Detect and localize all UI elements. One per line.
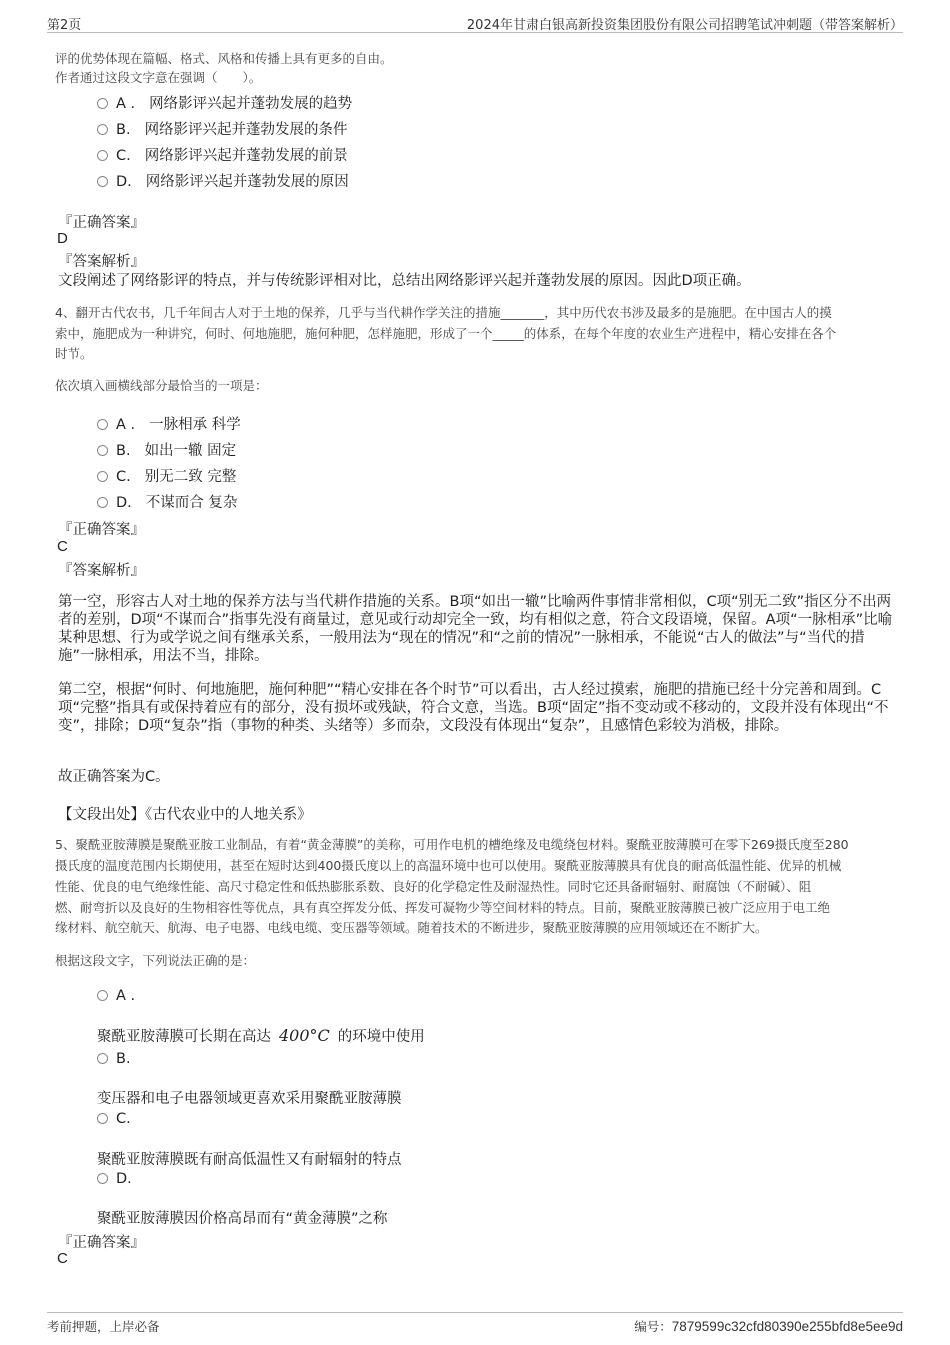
q4-option-a[interactable] xyxy=(97,413,241,434)
option-text: 不谋而合 复杂 xyxy=(145,495,238,511)
q4-prompt: 依次填入画横线部分最恰当的一项是： xyxy=(55,378,268,393)
option-text: 如出一辙 固定 xyxy=(144,443,237,459)
footer-note: 考前押题，上岸必备 xyxy=(47,1319,160,1334)
q4-analysis-paragraph-2: 第二空，根据“何时、何地施肥，施何种肥”“精心安排在各个时节”可以看出，古人经过摸索，施肥的措施已经十分完善和周到。C项“完整”指具有或保持着应有的部分，没有损坏或残缺，符合文意，当选。B项“固定”指不变动或不移动的，文段并没有体现出“不变”，排除；D项“复杂”指（事物的种类、头绪等）多而杂，文段没有体现出“复杂”，且感情色彩较为消极，排除。 xyxy=(58,682,889,734)
option-letter: A . xyxy=(116,417,136,433)
radio-icon[interactable] xyxy=(97,1113,108,1124)
q5-option-d[interactable] xyxy=(97,1171,146,1187)
radio-icon[interactable] xyxy=(97,990,108,1001)
q5-stem-line: 缘材料、航空航天、航海、电子电器、电线电缆、变压器等领域。随着技术的不断进步，聚酰亚胺薄膜的应用领域还在不断扩大。 xyxy=(55,920,768,935)
q4-analysis-paragraph-1: 第一空，形容古人对土地的保养方法与当代耕作措施的关系。B项“如出一辙”比喻两件事情非常相似，C项“别无二致”指区分不出两者的差别，D项“不谋而合”指事先没有商量过，意见或行动却完全一致，均有相似之意，符合文段语境，保留。A项“一脉相承”比喻某种思想、行为或学说之间有继承关系，一般用法为“现在的情况”和“之前的情况”一脉相承，不能说“古人的做法”与“当代的措施”一脉相承，用法不当，排除。 xyxy=(58,594,893,664)
temperature-formula: 400°C xyxy=(279,1026,330,1045)
q4-stem-line: 时节。 xyxy=(55,346,93,361)
document-id-value: 7879599c32cfd80390e255bfd8e5ee9d xyxy=(671,1319,903,1334)
option-text: 网络影评兴起并蓬勃发展的前景 xyxy=(144,148,348,164)
q5-option-b-text: 变压器和电子电器领域更喜欢采用聚酰亚胺薄膜 xyxy=(97,1091,402,1107)
q4-option-c[interactable] xyxy=(97,465,236,486)
q5-option-a[interactable] xyxy=(97,988,149,1004)
q4-analysis-label: 『答案解析』 xyxy=(58,563,145,579)
q5-option-c-text: 聚酰亚胺薄膜既有耐高低温性又有耐辐射的特点 xyxy=(97,1152,402,1168)
option-text: 的环境中使用 xyxy=(337,1029,425,1045)
option-letter: B. xyxy=(116,122,131,138)
q3-option-c[interactable] xyxy=(97,144,348,165)
q3-analysis-text: 文段阐述了网络影评的特点，并与传统影评相对比，总结出网络影评兴起并蓬勃发展的原因。因此D项正确。 xyxy=(58,273,751,289)
option-letter: B. xyxy=(116,443,131,459)
radio-icon[interactable] xyxy=(97,471,108,482)
radio-icon[interactable] xyxy=(97,98,108,109)
option-letter: C. xyxy=(116,469,131,485)
q4-source: 【文段出处】《古代农业中的人地关系》 xyxy=(58,807,312,823)
q4-analysis-paragraph-3: 故正确答案为C。 xyxy=(58,769,170,785)
radio-icon[interactable] xyxy=(97,176,108,187)
radio-icon[interactable] xyxy=(97,124,108,135)
option-text: 一脉相承 科学 xyxy=(149,417,241,433)
option-letter: A . xyxy=(116,96,136,112)
option-letter: A . xyxy=(116,988,136,1004)
option-letter: C. xyxy=(116,1111,131,1127)
radio-icon[interactable] xyxy=(97,1053,108,1064)
q4-answer: C xyxy=(57,538,68,555)
q3-option-a[interactable] xyxy=(97,92,352,113)
q5-answer: C xyxy=(57,1250,68,1267)
radio-icon[interactable] xyxy=(97,445,108,456)
q3-answer-label: 『正确答案』 xyxy=(58,215,145,231)
option-text: 别无二致 完整 xyxy=(144,469,237,485)
q5-prompt: 根据这段文字，下列说法正确的是： xyxy=(55,953,256,968)
q5-stem-line: 性能、优良的电气绝缘性能、高尺寸稳定性和低热膨胀系数、良好的化学稳定性及耐湿热性。同时它还具备耐辐射、耐腐蚀（不耐碱）、阻 xyxy=(55,879,812,894)
q5-stem-line: 燃、耐弯折以及良好的生物相容性等优点，具有真空挥发分低、挥发可凝物少等空间材料的特点。目前，聚酰亚胺薄膜已被广泛应用于电工绝 xyxy=(55,900,831,915)
page-footer xyxy=(47,1312,903,1337)
q3-option-b[interactable] xyxy=(97,118,348,139)
q4-stem-line: 索中，施肥成为一种讲究，何时、何地施肥，施何种肥，怎样施肥，形成了一个_____的体系，在每个年度的农业生产进程中，精心安排在各个 xyxy=(55,326,837,341)
document-id-label: 编号： xyxy=(634,1319,672,1334)
option-letter: D. xyxy=(116,1171,132,1187)
option-letter: D. xyxy=(116,495,132,511)
page-header xyxy=(47,12,903,33)
option-letter: D. xyxy=(116,174,132,190)
radio-icon[interactable] xyxy=(97,150,108,161)
q4-option-d[interactable] xyxy=(97,491,237,512)
q3-analysis-label: 『答案解析』 xyxy=(58,254,145,270)
q5-option-a-text xyxy=(97,1025,425,1046)
q5-option-c[interactable] xyxy=(97,1111,145,1127)
q5-option-d-text: 聚酰亚胺薄膜因价格高昂而有“黄金薄膜”之称 xyxy=(97,1211,388,1227)
q4-option-b[interactable] xyxy=(97,439,236,460)
q3-prompt: 作者通过这段文字意在强调（ ）。 xyxy=(55,70,262,85)
option-text: 网络影评兴起并蓬勃发展的条件 xyxy=(144,122,348,138)
option-letter: B. xyxy=(116,1051,131,1067)
option-text: 聚酰亚胺薄膜可长期在高达 xyxy=(97,1029,271,1045)
q3-answer: D xyxy=(57,230,68,247)
q5-option-b[interactable] xyxy=(97,1051,145,1067)
document-title: 2024年甘肃白银高新投资集团股份有限公司招聘笔试冲刺题（带答案解析） xyxy=(466,18,903,33)
q4-answer-label: 『正确答案』 xyxy=(58,522,145,538)
page-number: 第2页 xyxy=(47,18,82,33)
radio-icon[interactable] xyxy=(97,497,108,508)
option-text: 网络影评兴起并蓬勃发展的原因 xyxy=(145,174,349,190)
q5-answer-label: 『正确答案』 xyxy=(58,1235,145,1251)
option-letter: C. xyxy=(116,148,131,164)
document-id xyxy=(634,1317,903,1335)
q3-intro-text: 评的优势体现在篇幅、格式、风格和传播上具有更多的自由。 xyxy=(55,51,393,66)
q3-option-d[interactable] xyxy=(97,170,349,191)
radio-icon[interactable] xyxy=(97,1173,108,1184)
q5-stem-line: 摄氏度的温度范围内长期使用，甚至在短时达到400摄氏度以上的高温环境中也可以使用。聚酰亚胺薄膜具有优良的耐高低温性能、优异的机械 xyxy=(55,858,842,873)
q4-stem-line: 4、翻开古代农书，几千年间古人对于土地的保养，几乎与当代耕作学关注的措施_______，其中历代农书涉及最多的是施肥。在中国古人的摸 xyxy=(55,305,832,320)
radio-icon[interactable] xyxy=(97,419,108,430)
q5-stem-line: 5、聚酰亚胺薄膜是聚酰亚胺工业制品，有着“黄金薄膜”的美称，可用作电机的槽绝缘及电缆绕包材料。聚酰亚胺薄膜可在零下269摄氏度至280 xyxy=(55,837,849,852)
option-text: 网络影评兴起并蓬勃发展的趋势 xyxy=(149,96,353,112)
